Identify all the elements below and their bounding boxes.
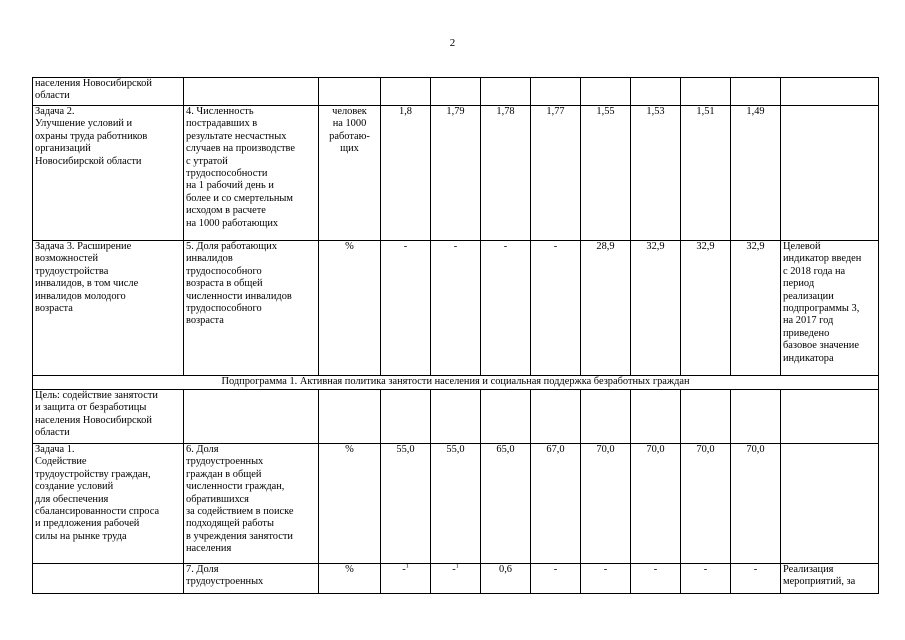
value-text: 70,0: [646, 444, 665, 455]
value-cell: [431, 241, 481, 376]
value-text: 70,0: [596, 444, 615, 455]
value-cell: [531, 241, 581, 376]
goal-task-cell: Задача 3. Расширение возможностей трудоустройства инвалидов, в том числе инвалидов молодого возраста: [33, 241, 184, 376]
value-cell: [581, 106, 631, 241]
unit-cell: [319, 390, 381, 444]
indicator-cell: 5. Доля работающих инвалидов трудоспособного возраста в общей численности инвалидов трудоспособного возраста: [184, 241, 319, 376]
value-cell: [431, 106, 481, 241]
value-cell: [381, 390, 431, 444]
indicator-cell: 7. Доля трудоустроенных: [184, 564, 319, 594]
value-text: -: [452, 564, 456, 575]
footnote-mark: 1: [455, 563, 459, 570]
value-text: -: [553, 564, 558, 575]
value-text: -: [653, 564, 658, 575]
indicator-cell: [184, 390, 319, 444]
goal-task-cell: [33, 564, 184, 594]
value-text: 0,6: [499, 564, 512, 575]
value-text: 1,79: [446, 106, 465, 117]
value-cell: [531, 444, 581, 564]
value-text: -: [453, 241, 458, 252]
value-cell: [631, 390, 681, 444]
value-text: -: [503, 241, 508, 252]
indicator-cell: 4. Численность пострадавших в результате несчастных случаев на производстве с утратой трудоспособности на 1 рабочий день и более и со смертельным исходом в расчете на 1000 работающих: [184, 106, 319, 241]
note-cell: Целевой индикатор введен с 2018 года на период реализации подпрограммы 3, на 2017 год приведено базовое значение индикатора: [781, 241, 879, 376]
value-cell: [631, 444, 681, 564]
value-cell: [681, 564, 731, 594]
value-cell: [531, 390, 581, 444]
value-cell: [631, 564, 681, 594]
value-text: 32,9: [746, 241, 765, 252]
value-cell: [731, 106, 781, 241]
value-cell: [581, 444, 631, 564]
value-cell: [731, 390, 781, 444]
value-cell: [481, 106, 531, 241]
indicators-table: [32, 77, 879, 594]
value-cell: [631, 78, 681, 106]
unit-cell: %: [319, 241, 381, 376]
note-cell: [781, 106, 879, 241]
note-cell: [781, 444, 879, 564]
indicator-cell: [184, 78, 319, 106]
value-text: 1,78: [496, 106, 515, 117]
value-text: 70,0: [746, 444, 765, 455]
value-cell: [381, 241, 431, 376]
value-cell: [481, 390, 531, 444]
value-cell: [381, 78, 431, 106]
value-text: 55,0: [446, 444, 465, 455]
goal-task-cell: населения Новосибирской области: [33, 78, 184, 106]
value-cell: [731, 78, 781, 106]
table-row: [33, 241, 879, 376]
value-text: 1,53: [646, 106, 665, 117]
unit-cell: [319, 78, 381, 106]
table-row: [33, 78, 879, 106]
value-cell: [481, 564, 531, 594]
value-cell: [381, 106, 431, 241]
unit-cell: человек на 1000 работаю- щих: [319, 106, 381, 241]
value-cell: [681, 106, 731, 241]
value-text: 32,9: [646, 241, 665, 252]
value-text: 1,77: [546, 106, 565, 117]
value-cell: [581, 390, 631, 444]
value-text: -: [753, 564, 758, 575]
value-cell: [531, 106, 581, 241]
value-cell: [431, 78, 481, 106]
value-text: -: [402, 564, 406, 575]
value-text: 1,8: [399, 106, 412, 117]
value-cell: [731, 241, 781, 376]
indicator-cell: 6. Доля трудоустроенных граждан в общей численности граждан, обратившихся за содействием в поиске подходящей работы в учреждения занятости населения: [184, 444, 319, 564]
value-cell: [431, 564, 481, 594]
table-row: [33, 376, 879, 390]
value-text: 70,0: [696, 444, 715, 455]
value-cell: [531, 564, 581, 594]
table-row: [33, 564, 879, 594]
note-cell: [781, 390, 879, 444]
value-cell: [481, 241, 531, 376]
table-row: [33, 390, 879, 444]
unit-cell: %: [319, 564, 381, 594]
value-cell: [681, 390, 731, 444]
value-text: -: [553, 241, 558, 252]
table-row: [33, 444, 879, 564]
value-cell: [431, 390, 481, 444]
value-cell: [381, 564, 431, 594]
footnote-mark: 1: [405, 563, 409, 570]
table-row: [33, 106, 879, 241]
goal-task-cell: Задача 1. Содействие трудоустройству граждан, создание условий для обеспечения сбалансированности спроса и предложения рабочей силы на рынке труда: [33, 444, 184, 564]
value-text: -: [603, 564, 608, 575]
value-cell: [631, 106, 681, 241]
value-cell: [531, 78, 581, 106]
note-cell: Реализация мероприятий, за: [781, 564, 879, 594]
value-cell: [381, 444, 431, 564]
value-text: 28,9: [596, 241, 615, 252]
unit-cell: %: [319, 444, 381, 564]
goal-task-cell: Задача 2. Улучшение условий и охраны труда работников организаций Новосибирской области: [33, 106, 184, 241]
value-text: 1,51: [696, 106, 715, 117]
value-cell: [731, 564, 781, 594]
value-text: -: [403, 241, 408, 252]
subprogram-heading: Подпрограмма 1. Активная политика занятости населения и социальная поддержка безработных граждан: [33, 376, 879, 390]
value-cell: [581, 241, 631, 376]
value-cell: [631, 241, 681, 376]
note-cell: [781, 78, 879, 106]
value-text: 1,49: [746, 106, 765, 117]
goal-task-cell: Цель: содействие занятости и защита от безработицы населения Новосибирской области: [33, 390, 184, 444]
value-text: 1,55: [596, 106, 615, 117]
value-text: 65,0: [496, 444, 515, 455]
value-cell: [581, 78, 631, 106]
value-cell: [681, 241, 731, 376]
value-cell: [481, 78, 531, 106]
value-text: -: [703, 564, 708, 575]
value-text: 32,9: [696, 241, 715, 252]
value-cell: [581, 564, 631, 594]
value-cell: [431, 444, 481, 564]
value-cell: [481, 444, 531, 564]
value-cell: [731, 444, 781, 564]
value-cell: [681, 444, 731, 564]
page-number: 2: [449, 37, 456, 49]
value-cell: [681, 78, 731, 106]
value-text: 67,0: [546, 444, 565, 455]
value-text: 55,0: [396, 444, 415, 455]
